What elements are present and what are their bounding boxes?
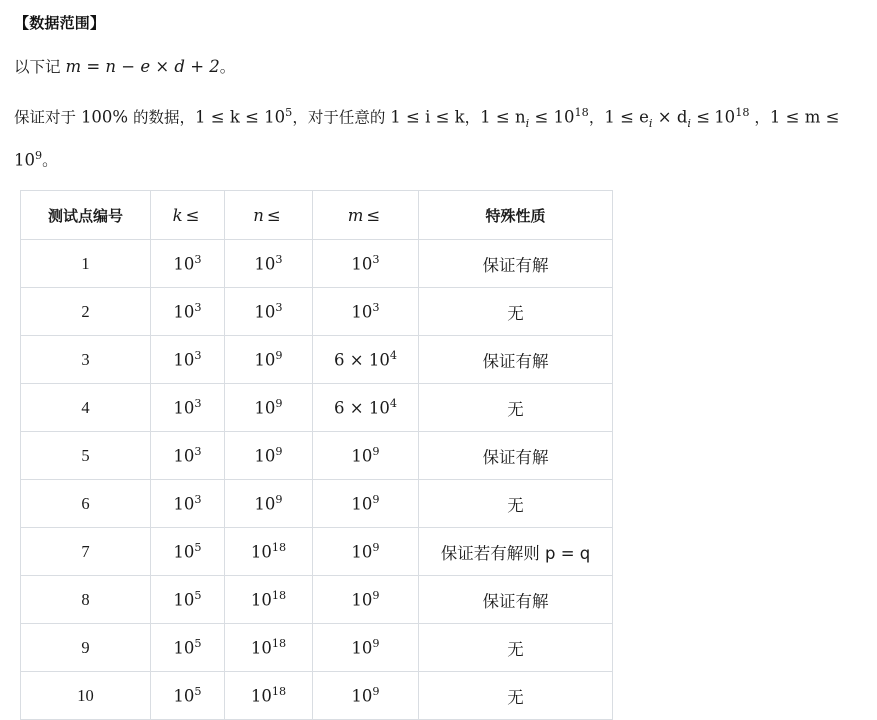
cell-m-value-coefficient: 6 × (334, 398, 369, 418)
table-row (21, 480, 613, 528)
cell-k-value (151, 336, 225, 384)
cell-m-value-exponent: 9 (372, 637, 380, 651)
definition-prefix: 以下记 (14, 58, 66, 76)
cell-n-value (225, 528, 313, 576)
cell-m-value (313, 384, 419, 432)
constraints-ed-exp: 18 (735, 106, 750, 119)
cell-testpoint-id: 8 (21, 576, 151, 624)
cell-m-value-exponent: 3 (372, 301, 380, 315)
testdata-table (20, 190, 613, 720)
table-header-row (21, 191, 613, 240)
constraints-m-range: 1 ≤ m ≤ 10 (14, 107, 840, 170)
constraints-k-exp: 5 (285, 106, 293, 119)
definition-suffix: 。 (219, 58, 236, 76)
cell-m-value-base: 10 (351, 446, 373, 466)
cell-m-value (313, 576, 419, 624)
cell-k-value (151, 576, 225, 624)
cell-k-value-exponent: 3 (194, 301, 202, 315)
cell-testpoint-id: 1 (21, 240, 151, 288)
cell-special-property: 无 (419, 480, 613, 528)
cell-m-value (313, 528, 419, 576)
cell-testpoint-id: 2 (21, 288, 151, 336)
cell-k-value (151, 240, 225, 288)
constraints-ed-rest: ≤ (690, 107, 711, 127)
table-body (21, 240, 613, 720)
cell-special-property: 无 (419, 624, 613, 672)
cell-m-value-coefficient: 6 × (334, 350, 369, 370)
definition-paragraph (14, 51, 863, 83)
constraints-comma-2: ， (588, 108, 605, 127)
cell-special-property: 无 (419, 384, 613, 432)
cell-m-value-exponent: 4 (389, 349, 397, 363)
cell-m-value-exponent: 9 (372, 493, 380, 507)
header-special-property: 特殊性质 (419, 191, 613, 240)
table-row (21, 672, 613, 720)
cell-n-value (225, 336, 313, 384)
cell-k-value-exponent: 3 (194, 397, 202, 411)
cell-m-value (313, 624, 419, 672)
cell-n-value (225, 480, 313, 528)
table-row (21, 576, 613, 624)
cell-special-property: 保证有解 (419, 576, 613, 624)
header-m-bound: m ≤ (313, 191, 419, 240)
cell-k-value-base: 10 (173, 686, 195, 706)
cell-k-value-base: 10 (173, 542, 195, 562)
cell-n-value-exponent: 9 (275, 349, 283, 363)
cell-k-value-base: 10 (173, 302, 195, 322)
table-row (21, 624, 613, 672)
cell-m-value-exponent: 9 (372, 541, 380, 555)
cell-testpoint-id: 6 (21, 480, 151, 528)
cell-n-value-exponent: 18 (271, 637, 287, 651)
testdata-table-wrapper (14, 190, 863, 720)
constraints-text-2: 的数据， (128, 108, 196, 127)
cell-m-value-base: 10 (351, 302, 373, 322)
cell-n-value-exponent: 18 (271, 589, 287, 603)
cell-m-value (313, 288, 419, 336)
cell-k-value-exponent: 5 (194, 589, 202, 603)
cell-n-value-base: 10 (250, 638, 272, 658)
constraints-d-sub: i (687, 116, 691, 130)
cell-testpoint-id: 3 (21, 336, 151, 384)
cell-m-value (313, 432, 419, 480)
cell-special-property: 无 (419, 288, 613, 336)
cell-k-value-exponent: 3 (194, 493, 202, 507)
cell-n-value-base: 10 (250, 686, 272, 706)
cell-m-value (313, 672, 419, 720)
cell-m-value-base: 10 (351, 686, 373, 706)
cell-m-value-exponent: 3 (372, 253, 380, 267)
constraints-ed-mid: × d (652, 107, 688, 127)
table-row (21, 432, 613, 480)
cell-n-value-base: 10 (254, 254, 276, 274)
cell-n-value-base: 10 (250, 542, 272, 562)
cell-n-value (225, 624, 313, 672)
constraints-m-exp: 9 (35, 148, 43, 162)
cell-m-value-exponent: 9 (372, 445, 380, 459)
cell-k-value (151, 384, 225, 432)
cell-testpoint-id: 4 (21, 384, 151, 432)
constraints-percent: 100% (80, 107, 129, 127)
cell-k-value-base: 10 (173, 446, 195, 466)
cell-k-value-exponent: 3 (194, 253, 202, 267)
cell-n-value-exponent: 18 (271, 685, 287, 699)
table-row (21, 288, 613, 336)
cell-m-value (313, 480, 419, 528)
constraints-n-sub: i (525, 116, 530, 130)
cell-m-value-exponent: 9 (372, 589, 380, 603)
constraints-period: 。 (42, 151, 58, 170)
cell-m-value-base: 10 (351, 638, 373, 658)
cell-n-value-exponent: 9 (275, 397, 283, 411)
constraints-n-range: 1 ≤ n (480, 107, 526, 127)
cell-m-value-base: 10 (368, 350, 390, 370)
cell-n-value-exponent: 18 (271, 541, 287, 555)
cell-k-value-base: 10 (173, 398, 195, 418)
cell-testpoint-id: 10 (21, 672, 151, 720)
cell-k-value (151, 432, 225, 480)
cell-n-value-base: 10 (254, 398, 276, 418)
cell-n-value-base: 10 (254, 302, 276, 322)
cell-testpoint-id: 9 (21, 624, 151, 672)
header-k-bound: k ≤ (151, 191, 225, 240)
constraints-comma-3: ， (749, 108, 770, 127)
cell-k-value-base: 10 (173, 638, 195, 658)
cell-testpoint-id: 7 (21, 528, 151, 576)
constraints-n-rest: ≤ 10 (529, 107, 575, 127)
cell-special-property: 保证有解 (419, 240, 613, 288)
cell-k-value (151, 528, 225, 576)
cell-m-value-exponent: 4 (389, 397, 397, 411)
cell-n-value-base: 10 (254, 494, 276, 514)
cell-n-value-base: 10 (250, 590, 272, 610)
cell-n-value-base: 10 (254, 446, 276, 466)
cell-special-property: 无 (419, 672, 613, 720)
cell-k-value (151, 624, 225, 672)
cell-special-property: 保证若有解则 p = q (419, 528, 613, 576)
cell-k-value-base: 10 (173, 254, 195, 274)
cell-k-value-exponent: 5 (194, 685, 202, 699)
page-title: 【数据范围】 (14, 15, 106, 32)
constraints-ed-bound: 10 (714, 107, 736, 127)
cell-n-value (225, 288, 313, 336)
constraints-k-range: 1 ≤ k ≤ 10 (195, 107, 286, 127)
cell-k-value-base: 10 (173, 494, 195, 514)
cell-n-value-base: 10 (254, 350, 276, 370)
cell-k-value-exponent: 3 (194, 349, 202, 363)
cell-testpoint-id: 5 (21, 432, 151, 480)
cell-k-value-exponent: 5 (194, 541, 202, 555)
cell-k-value (151, 480, 225, 528)
table-row (21, 528, 613, 576)
cell-m-value-base: 10 (368, 398, 390, 418)
table-row (21, 336, 613, 384)
cell-m-value-base: 10 (351, 494, 373, 514)
cell-n-value (225, 672, 313, 720)
cell-n-value-exponent: 9 (275, 493, 283, 507)
cell-k-value-base: 10 (173, 350, 195, 370)
cell-n-value (225, 432, 313, 480)
cell-n-value-exponent: 3 (275, 253, 283, 267)
cell-m-value (313, 240, 419, 288)
header-n-bound: n ≤ (225, 191, 313, 240)
constraints-text-3: ，对于任意的 (292, 108, 391, 127)
constraints-text-1: 保证对于 (14, 108, 81, 127)
cell-k-value-base: 10 (173, 590, 195, 610)
constraints-i-range: 1 ≤ i ≤ k (390, 107, 465, 127)
cell-m-value-exponent: 9 (372, 685, 380, 699)
cell-special-property: 保证有解 (419, 336, 613, 384)
cell-n-value (225, 576, 313, 624)
cell-m-value-base: 10 (351, 542, 373, 562)
cell-k-value (151, 672, 225, 720)
cell-k-value (151, 288, 225, 336)
constraints-n-exp: 18 (574, 106, 589, 119)
table-row (21, 240, 613, 288)
cell-special-property: 保证有解 (419, 432, 613, 480)
cell-n-value-exponent: 9 (275, 445, 283, 459)
constraints-paragraph (14, 97, 863, 176)
cell-k-value-exponent: 5 (194, 637, 202, 651)
cell-n-value (225, 384, 313, 432)
cell-m-value (313, 336, 419, 384)
cell-n-value-exponent: 3 (275, 301, 283, 315)
table-row (21, 384, 613, 432)
cell-k-value-exponent: 3 (194, 445, 202, 459)
definition-formula: m = n − e × d + 2 (65, 57, 220, 76)
constraints-comma-1: ， (464, 108, 481, 127)
constraints-ed-range: 1 ≤ e (604, 107, 649, 127)
header-testpoint-id: 测试点编号 (21, 191, 151, 240)
cell-n-value (225, 240, 313, 288)
constraints-e-sub: i (648, 116, 653, 130)
cell-m-value-base: 10 (351, 590, 373, 610)
cell-m-value-base: 10 (351, 254, 373, 274)
